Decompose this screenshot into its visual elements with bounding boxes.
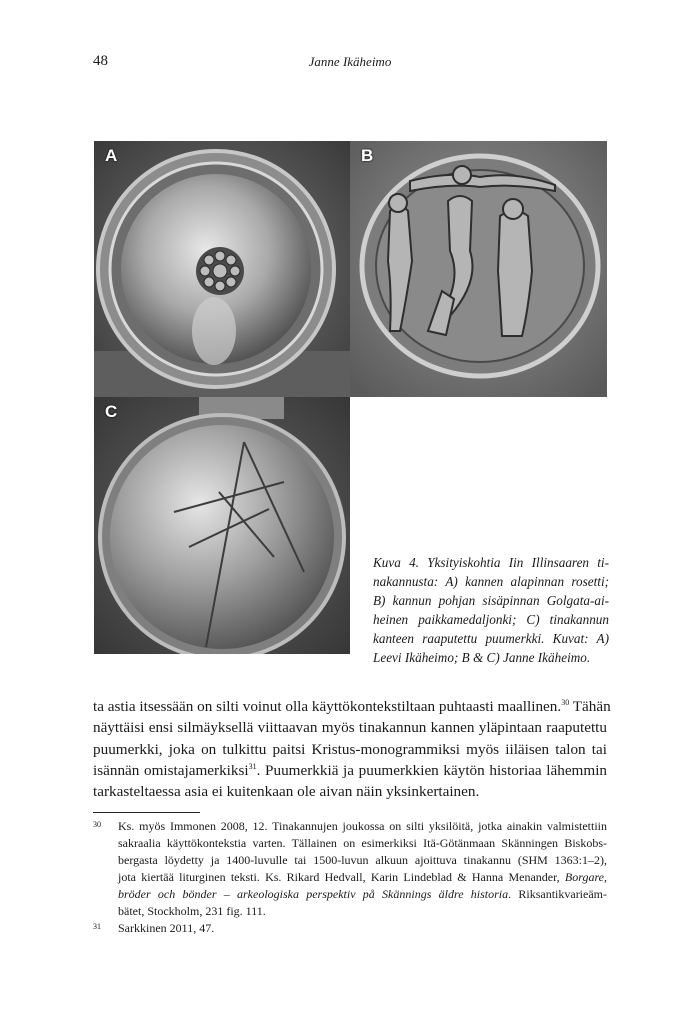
panel-label-a: A [105,146,118,165]
running-head: Janne Ikäheimo [308,54,392,69]
caption-line: Leevi Ikäheimo; B & C) Janne Ikäheimo. [373,650,591,665]
footnote-line: jota kiertää liturginen teksti. Ks. Rikard Hedvall, Karin Lindeblad & Hanna Menander, Borgare, [118,870,607,884]
panel-label-c: C [105,402,118,421]
rosette-photo [94,141,350,397]
caption-line: B) kannun pohjan sisäpinnan Golgata-ai- [373,593,609,608]
footnote-line: bröder och bönder – arkeologiska perspektiv på Skännings äldre historia. Riksantikvarieäm- [118,887,608,901]
caption-line: nakannusta: A) kannen alapinnan rosetti; [373,574,609,589]
golgotha-medallion-photo [350,141,607,397]
body-paragraph [93,696,611,802]
body-line: puumerkki, joka on tulkittu paitsi Kristus-monogrammiksi myös iiläisen talon tai [93,740,607,758]
panel-label-b: B [361,146,374,165]
body-line: näyttäisi ensi silmäyksellä viittaavan myös tinakannun kannen yläpintaan raaputettu [93,719,607,737]
body-line: ta astia itsessään on silti voinut olla käyttökontekstiltaan puhtaasti maallinen.$^{30}$ Tähän [93,698,611,715]
photo-panel-b [350,141,607,397]
footnote-line: Ks. myös Immonen 2008, 12. Tinakannujen joukossa on silti yksilöitä, jotka ainakin valmistettiin [118,819,607,833]
footnote-31 [93,920,607,937]
page-number: 48 [93,53,108,69]
footnote-divider [93,812,200,813]
caption-line: heinen paikkamedaljonki; C) tinakannun [373,612,609,627]
photo-panel-c [94,397,350,654]
figure-caption [373,553,609,667]
footnote-line: bätet, Stockholm, 231 fig. 111. [118,904,266,918]
footnote-ref-30[interactable]: 30 [561,698,570,707]
footnotes [93,818,607,937]
footnote-number: 30 [93,820,101,829]
footnote-number: 31 [93,922,101,931]
footnote-line: Sarkkinen 2011, 47. [118,921,215,935]
footnote-line: sakraalia käyttökontekstia varten. Tällainen on esimerkiksi Itä-Götänmaan Skänningen Biskobs- [118,836,607,850]
caption-line: Kuva 4. Yksityiskohtia Iin Illinsaaren ti- [373,555,609,570]
body-line: isännän omistajamerkiksi$^{31}$. Puumerkkiä ja puumerkkien käytön historiaa lähemmin [93,761,608,779]
body-line: tarkasteltaessa asia ei kuitenkaan ole aivan näin yksinkertainen. [93,783,480,801]
photo-panel-a [94,141,350,397]
house-mark-photo [94,397,350,654]
footnote-line: bergasta löydetty ja 1400-luvulle tai 1500-luvun alkuun ajoittuva tinakannu (SHM 1363:1–2), [118,853,607,867]
footnote-ref-31[interactable]: 31 [248,761,257,771]
caption-line: kanteen raaputettu puumerkki. Kuvat: A) [373,631,609,646]
footnote-30 [93,818,607,920]
